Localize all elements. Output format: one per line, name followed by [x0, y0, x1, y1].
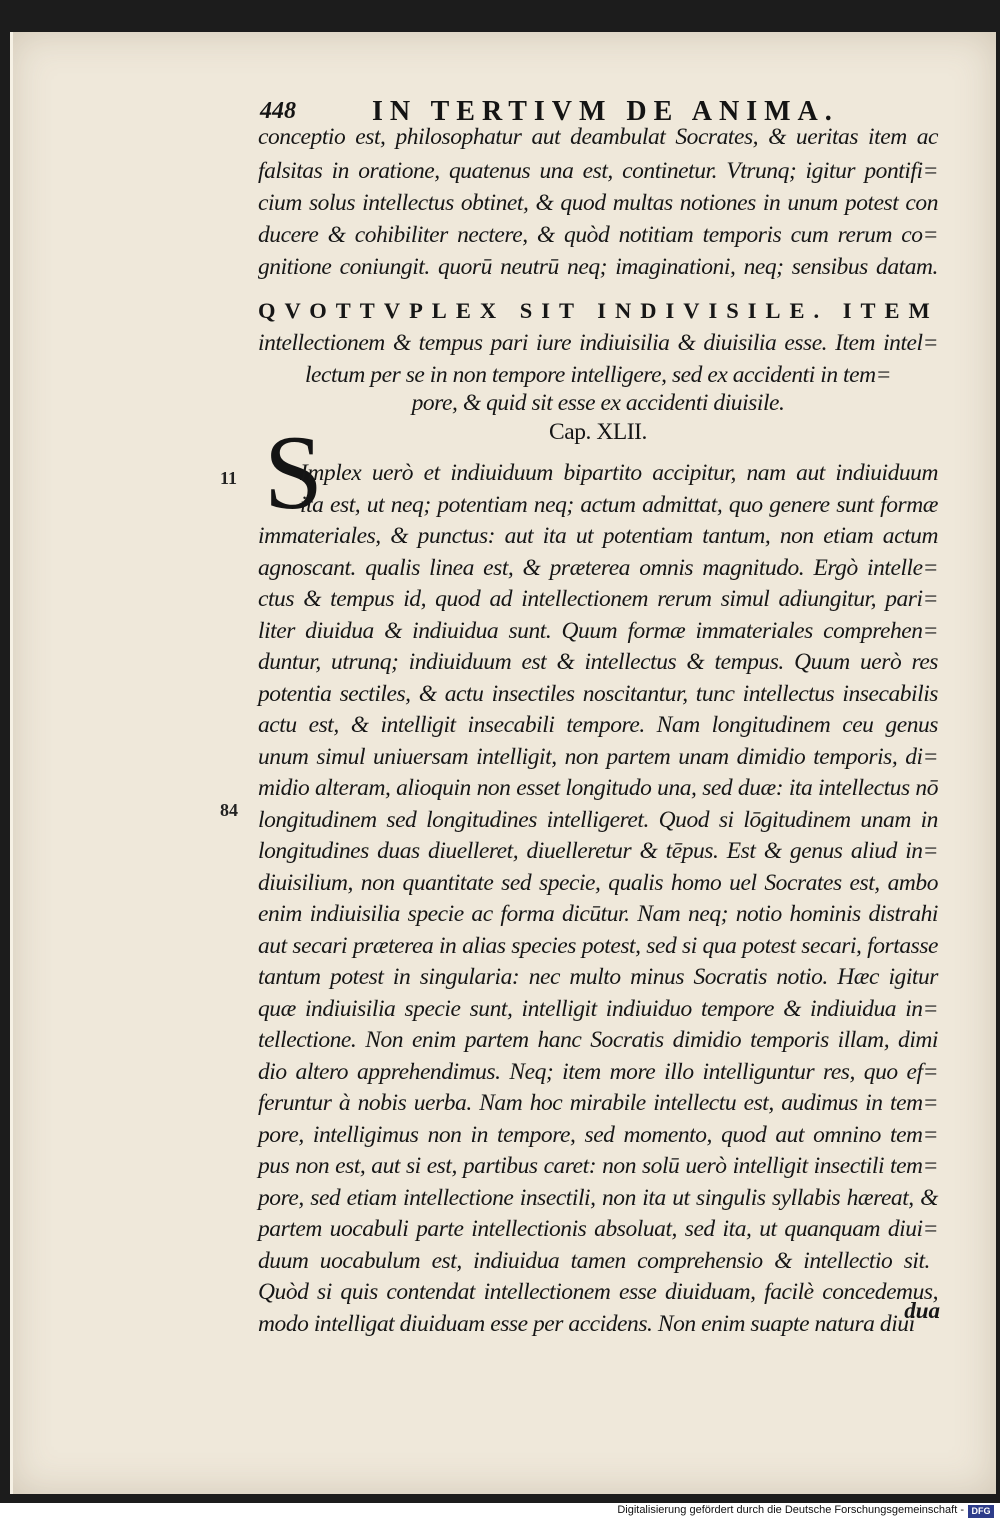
folio-number: 448 [260, 98, 296, 124]
chapter-number: Cap. XLII. [549, 419, 647, 445]
text-line: pus non est, aut si est, partibus caret: non solū uerò intelligit insectili tem= [258, 1153, 938, 1179]
text-line: gnitione coniungit. quorū neutrū neq; imaginationi, neq; sensibus datam. [258, 254, 938, 280]
margin-number: 11 [220, 468, 238, 488]
text-line: ducere & cohibiliter nectere, & quòd notitiam temporis cum rerum co= [258, 222, 938, 248]
text-line: midio alteram, alioquin non esset longitudo una, sed duæ: ita intellectus nō [258, 775, 938, 801]
dfg-logo: DFG [968, 1505, 994, 1518]
text-line: falsitas in oratione, quatenus una est, continetur. Vtrunq; igitur pontifi= [258, 158, 938, 184]
text-line: tellectione. Non enim partem hanc Socratis dimidio temporis illam, dimi [258, 1027, 938, 1053]
catchword: dua [904, 1298, 940, 1323]
chapter-title-line: pore, & quid sit esse ex accidenti diuisile. [411, 390, 785, 416]
text-line: Quòd si quis contendat intellectionem esse diuiduam, facilè concedemus, [258, 1279, 938, 1305]
text-line: cium solus intellectus obtinet, & quod multas notiones in unum potest con [258, 190, 938, 216]
chapter-title: QVOTTVPLEX SIT INDIVISILE. ITEM [258, 298, 939, 323]
text-line: feruntur à nobis uerba. Nam hoc mirabile intellectu est, audimus in tem= [258, 1090, 938, 1116]
text-line: duum uocabulum est, indiuidua tamen comprehensio & intellectio sit. [258, 1247, 930, 1274]
text-line: actu est, & intelligit insecabili tempore. Nam longitudinem ceu genus [258, 712, 938, 738]
text-line: tantum potest in singularia: nec multo minus Socratis notio. Hæc igitur [258, 964, 938, 990]
text-line: Implex uerò et indiuiduum bipartito accipitur, nam aut indiuiduum [300, 460, 938, 486]
text-line: conceptio est, philosophatur aut deambulat Socrates, & ueritas item ac [258, 124, 938, 150]
running-title: IN TERTIVM DE ANIMA. [372, 96, 839, 127]
text-line: ctus & tempus id, quod ad intellectionem rerum simul adiungitur, pari= [258, 586, 938, 612]
text-line: longitudinem sed longitudines intelligeret. Quod si lōgitudinem unam in [258, 806, 938, 833]
text-line: pore, sed etiam intellectione insectili, non ita ut singulis syllabis hæreat, & [258, 1184, 938, 1211]
text-line: potentia sectiles, & actu insectiles noscitantur, tunc intellectus insecabilis [258, 680, 938, 707]
text-line: unum simul uniuersam intelligit, non partem unam dimidio temporis, di= [258, 743, 938, 770]
text-line: ita est, ut neq; potentiam neq; actum admittat, quo genere sunt formæ [300, 491, 938, 518]
text-line: enim indiuisilia specie ac forma dicūtur. Nam neq; notio hominis distrahi [258, 901, 938, 927]
text-line: dio altero apprehendimus. Neq; item more illo intelliguntur res, quo ef= [258, 1058, 938, 1085]
text-line: pore, intelligimus non in tempore, sed momento, quod aut omnino tem= [258, 1121, 938, 1148]
text-line: diuisilium, non quantitate sed specie, qualis homo uel Socrates est, ambo [258, 869, 938, 896]
text-line: aut secari præterea in alias species potest, sed si qua potest secari, fortasse [258, 932, 938, 959]
text-line: partem uocabuli parte intellectionis absoluat, sed ita, ut quanquam diui= [258, 1216, 938, 1242]
chapter-title-line: intellectionem & tempus pari iure indiuisilia & diuisilia esse. Item intel= [258, 330, 938, 356]
text-line: longitudines duas diuelleret, diuelleretur & tēpus. Est & genus aliud in= [258, 838, 938, 864]
text-line: immateriales, & punctus: aut ita ut potentiam tantum, non etiam actum [258, 523, 938, 549]
margin-number: 84 [220, 800, 238, 820]
chapter-title-line: lectum per se in non tempore intelligere, sed ex accidenti in tem= [304, 362, 892, 388]
text-line: duntur, utrunq; indiuiduum est & intellectus & tempus. Quum uerò res [258, 649, 938, 675]
drop-cap: S [264, 414, 323, 531]
digitization-credit: Digitalisierung gefördert durch die Deutsche Forschungsgemeinschaft - [617, 1504, 964, 1516]
text-line: agnoscant. qualis linea est, & præterea omnis magnitudo. Ergò intelle= [258, 554, 938, 581]
text-line: modo intelligat diuiduam esse per accidens. Non enim suapte natura diui [258, 1310, 915, 1337]
text-line: quæ indiuisilia specie sunt, intelligit indiuiduo tempore & indiuidua in= [258, 995, 938, 1022]
text-line: liter diuidua & indiuidua sunt. Quum formæ immateriales comprehen= [258, 617, 938, 644]
